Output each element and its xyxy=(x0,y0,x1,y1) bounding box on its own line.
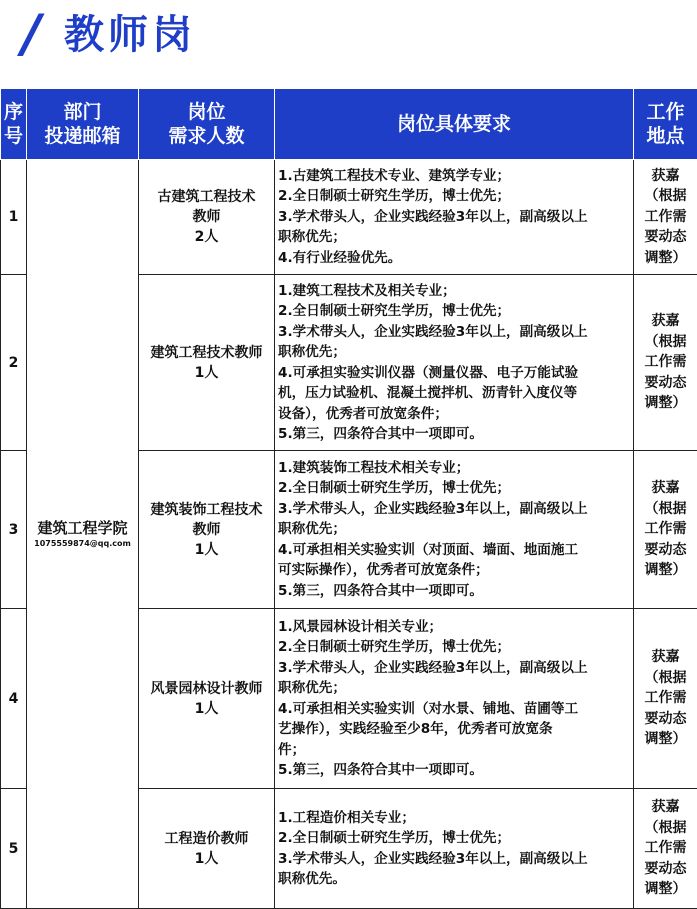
requirement-line: 1.古建筑工程技术专业、建筑学专业； xyxy=(278,166,630,187)
requirement-line: 2.全日制硕士研究生学历，博士优先； xyxy=(278,637,630,658)
location-text: （根据 xyxy=(635,499,696,520)
position-text: 1人 xyxy=(141,699,272,719)
requirement-line: 3.学术带头人，企业实践经验3年以上，副高级以上 xyxy=(278,207,630,228)
row-number: 5 xyxy=(1,789,27,909)
requirement-line: 1.工程造价相关专业； xyxy=(278,808,630,829)
header-location: 工作 地点 xyxy=(634,89,697,160)
requirement-line: 设备），优秀者可放宽条件； xyxy=(278,404,630,425)
requirement-line: 职称优先。 xyxy=(278,869,630,890)
requirement-line: 可实际操作），优秀者可放宽条件； xyxy=(278,560,630,581)
requirements-cell xyxy=(275,160,634,275)
requirement-line: 4.可承担相关实验实训（对顶面、墙面、地面施工 xyxy=(278,540,630,561)
position-text: 教师 xyxy=(141,520,272,540)
requirement-line: 职称优先； xyxy=(278,227,630,248)
header-requirements: 岗位具体要求 xyxy=(275,89,634,160)
location-text: （根据 xyxy=(635,668,696,689)
requirement-line: 4.可承担实验实训仪器（测量仪器、电子万能试验 xyxy=(278,363,630,384)
requirement-line: 3.学术带头人，企业实践经验3年以上，副高级以上 xyxy=(278,499,630,520)
requirement-line: 职称优先； xyxy=(278,342,630,363)
location-text: 工作需 xyxy=(635,838,696,859)
row-number: 2 xyxy=(1,275,27,451)
location-cell xyxy=(634,275,697,451)
location-text: 调整） xyxy=(635,879,696,900)
location-text: 调整） xyxy=(635,393,696,414)
requirement-line: 2.全日制硕士研究生学历，博士优先； xyxy=(278,301,630,322)
requirement-line: 5.第三，四条符合其中一项即可。 xyxy=(278,581,630,602)
position-text: 1人 xyxy=(141,849,272,869)
department-cell xyxy=(27,160,139,909)
requirement-line: 艺操作），实践经验至少8年，优秀者可放宽条 xyxy=(278,719,630,740)
requirement-line: 3.学术带头人，企业实践经验3年以上，副高级以上 xyxy=(278,849,630,870)
location-text: 调整） xyxy=(635,248,696,269)
requirement-line: 件； xyxy=(278,740,630,761)
job-table xyxy=(0,88,697,909)
requirement-line: 2.全日制硕士研究生学历，博士优先； xyxy=(278,478,630,499)
location-text: 获嘉 xyxy=(635,166,696,187)
position-text: 1人 xyxy=(141,363,272,383)
location-text: 要动态 xyxy=(635,859,696,880)
requirement-line: 3.学术带头人，企业实践经验3年以上，副高级以上 xyxy=(278,322,630,343)
location-text: 获嘉 xyxy=(635,478,696,499)
row-number: 4 xyxy=(1,609,27,789)
position-cell xyxy=(139,160,275,275)
position-text: 工程造价教师 xyxy=(141,829,272,849)
page-title: 教师岗 xyxy=(64,10,196,60)
location-text: （根据 xyxy=(635,332,696,353)
requirement-line: 4.有行业经验优先。 xyxy=(278,248,630,269)
location-text: 获嘉 xyxy=(635,797,696,818)
position-text: 风景园林设计教师 xyxy=(141,679,272,699)
requirement-line: 5.第三，四条符合其中一项即可。 xyxy=(278,760,630,781)
requirement-line: 职称优先； xyxy=(278,678,630,699)
table-row xyxy=(1,160,697,275)
requirements-cell xyxy=(275,609,634,789)
header-department: 部门 投递邮箱 xyxy=(27,89,139,160)
location-text: 工作需 xyxy=(635,207,696,228)
position-text: 建筑装饰工程技术 xyxy=(141,500,272,520)
position-text: 1人 xyxy=(141,540,272,560)
location-text: 工作需 xyxy=(635,352,696,373)
requirement-line: 2.全日制硕士研究生学历，博士优先； xyxy=(278,828,630,849)
department-name: 建筑工程学院 xyxy=(31,518,134,538)
location-cell xyxy=(634,451,697,609)
position-text: 建筑工程技术教师 xyxy=(141,343,272,363)
location-text: 工作需 xyxy=(635,519,696,540)
requirement-line: 1.建筑装饰工程技术相关专业； xyxy=(278,458,630,479)
location-text: 工作需 xyxy=(635,688,696,709)
page-header xyxy=(0,0,697,88)
requirements-cell xyxy=(275,451,634,609)
table-header-row xyxy=(1,89,697,160)
location-text: 调整） xyxy=(635,729,696,750)
location-text: 要动态 xyxy=(635,227,696,248)
location-cell xyxy=(634,160,697,275)
location-text: 获嘉 xyxy=(635,647,696,668)
requirement-line: 5.第三，四条符合其中一项即可。 xyxy=(278,424,630,445)
requirement-line: 机，压力试验机、混凝土搅拌机、沥青针入度仪等 xyxy=(278,383,630,404)
position-text: 教师 xyxy=(141,207,272,227)
header-serial: 序 号 xyxy=(1,89,27,160)
requirement-line: 2.全日制硕士研究生学历，博士优先； xyxy=(278,186,630,207)
position-text: 2人 xyxy=(141,227,272,247)
row-number: 3 xyxy=(1,451,27,609)
requirement-line: 职称优先； xyxy=(278,519,630,540)
location-cell xyxy=(634,609,697,789)
department-email: 1075559874@qq.com xyxy=(31,538,134,550)
position-cell xyxy=(139,275,275,451)
requirement-line: 3.学术带头人，企业实践经验3年以上，副高级以上 xyxy=(278,658,630,679)
requirement-line: 1.建筑工程技术及相关专业； xyxy=(278,281,630,302)
requirements-cell xyxy=(275,275,634,451)
title-slash-decoration: / xyxy=(22,6,41,62)
location-text: 要动态 xyxy=(635,373,696,394)
location-text: （根据 xyxy=(635,186,696,207)
location-text: 要动态 xyxy=(635,540,696,561)
requirement-line: 1.风景园林设计相关专业； xyxy=(278,617,630,638)
row-number: 1 xyxy=(1,160,27,275)
location-text: 要动态 xyxy=(635,709,696,730)
position-cell xyxy=(139,451,275,609)
location-text: （根据 xyxy=(635,818,696,839)
requirement-line: 4.可承担相关实验实训（对水景、铺地、苗圃等工 xyxy=(278,699,630,720)
location-text: 获嘉 xyxy=(635,311,696,332)
header-position: 岗位 需求人数 xyxy=(139,89,275,160)
position-cell xyxy=(139,609,275,789)
location-text: 调整） xyxy=(635,560,696,581)
position-text: 古建筑工程技术 xyxy=(141,187,272,207)
